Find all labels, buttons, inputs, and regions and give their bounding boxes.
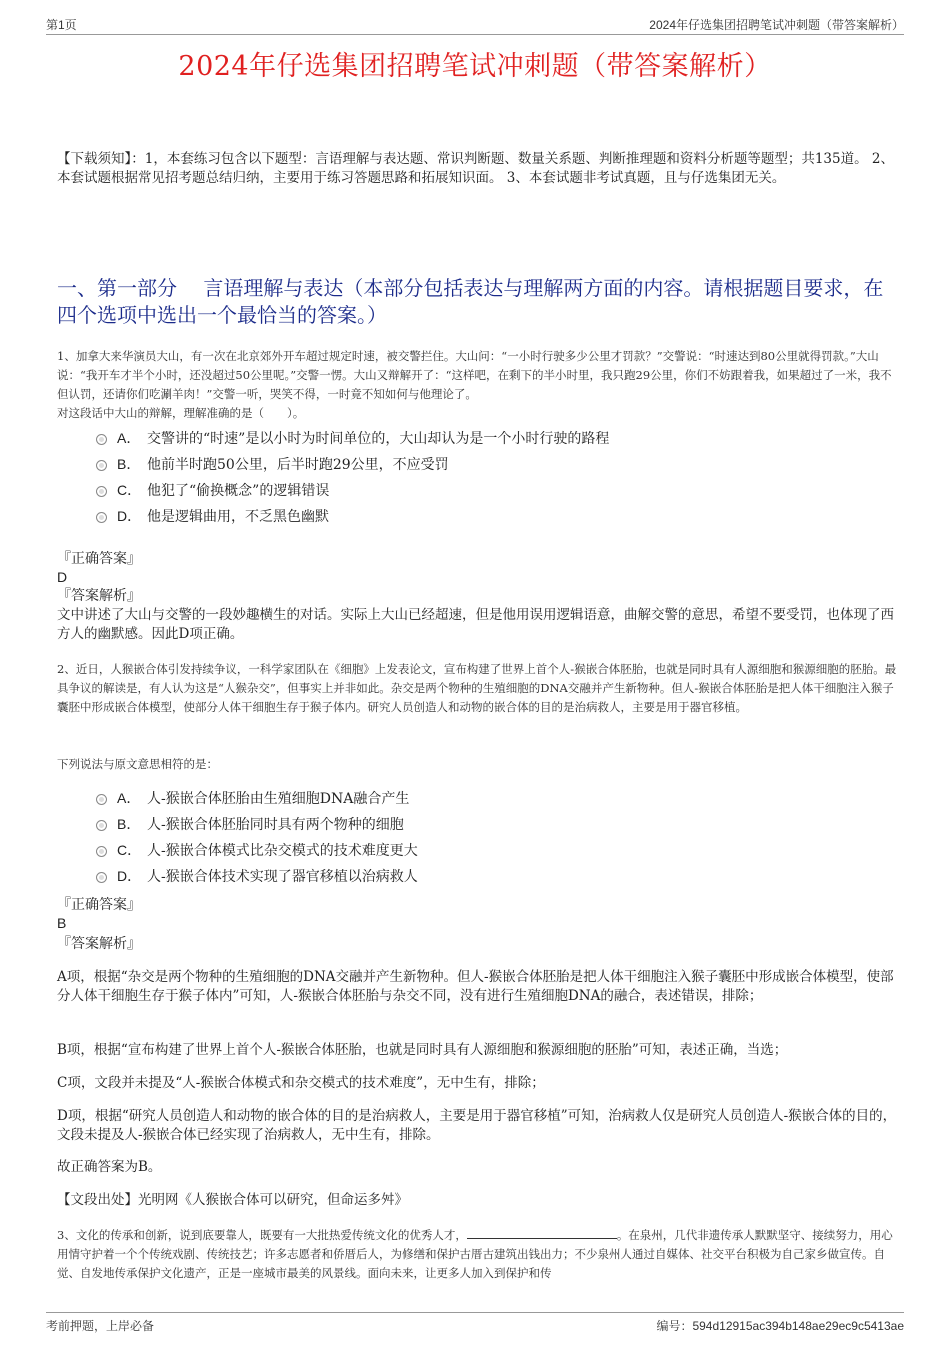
radio-icon[interactable] (96, 872, 107, 883)
q2-option-c[interactable]: C． 人-猴嵌合体模式比杂交模式的技术难度更大 (96, 840, 418, 861)
q2-option-a[interactable]: A． 人-猴嵌合体胚胎由生殖细胞DNA融合产生 (96, 788, 409, 809)
page-footer (46, 1312, 904, 1335)
radio-icon[interactable] (96, 460, 107, 471)
q1-answer: D (57, 569, 68, 585)
q1-option-d[interactable]: D． 他是逻辑曲用，不乏黑色幽默 (96, 506, 329, 527)
q2-analysis-a: A项，根据“杂交是两个物种的生殖细胞的DNA交融并产生新物种。但人-猴嵌合体胚胎是把人体干细胞注入猴子囊胚中形成嵌合体模型，使部分人体干细胞生存于猴子体内”可知，人-猴嵌合体胚胎与杂交不同，没有进行生殖细胞DNA的融合，表述错误，排除； (57, 969, 894, 1004)
radio-icon[interactable] (96, 794, 107, 805)
radio-icon[interactable] (96, 512, 107, 523)
document-title: 2024年仔选集团招聘笔试冲刺题（带答案解析） (178, 51, 772, 82)
q2-option-d[interactable]: D． 人-猴嵌合体技术实现了器官移植以治病救人 (96, 866, 418, 887)
q2-conclusion: 故正确答案为B。 (57, 1159, 162, 1175)
q2-answer: B (57, 915, 67, 931)
radio-icon[interactable] (96, 820, 107, 831)
q2-analysis-label: 『答案解析』 (57, 936, 141, 952)
fill-blank (467, 1226, 617, 1239)
q1-option-a[interactable]: A． 交警讲的“时速”是以小时为时间单位的，大山却认为是一个小时行驶的路程 (96, 428, 609, 449)
q1-analysis-label: 『答案解析』 (57, 588, 141, 604)
q1-correct-label: 『正确答案』 (57, 551, 141, 567)
q1-option-c[interactable]: C． 他犯了“偷换概念”的逻辑错误 (96, 480, 329, 501)
q3-stem: 3、文化的传承和创新，说到底要靠人，既要有一大批热爱传统文化的优秀人才， 。在泉州，几代非遗传承人默默坚守、接续努力，用心用情守护着一个个传统戏剧、传统技艺；许多志愿者和侨厝后人，为修缮和保护古厝古建筑出钱出力；不少泉州人通过自媒体、社交平台积极为自己家乡做宣传。自觉、自发地传承保护文化遗产，正是一座城市最美的风景线。面向未来，让更多人加入到保护和传 (57, 1228, 893, 1280)
radio-icon[interactable] (96, 434, 107, 445)
q1-stem: 1、加拿大来华演员大山，有一次在北京郊外开车超过规定时速，被交警拦住。大山问：“一小时行驶多少公里才罚款？”交警说：“时速达到80公里就得罚款。”大山说：“我开车才半个小时，还没超过50公里呢。”交警一愣。大山又辩解开了：“这样吧，在剩下的半小时里，我只跑29公里，你们不妨跟着我，如果超过了一米，我不但认罚，还请你们吃涮羊肉！”交警一听，哭笑不得，一时竟不知如何与他理论了。 (57, 349, 892, 401)
footer-code: 编号：594d12915ac394b148ae29ec9c5413ae (656, 1319, 904, 1333)
q2-question: 下列说法与原文意思相符的是： (57, 757, 218, 771)
radio-icon[interactable] (96, 486, 107, 497)
q1-question: 对这段话中大山的辩解，理解准确的是（ ）。 (57, 406, 305, 420)
q1-option-b[interactable]: B． 他前半时跑50公里，后半时跑29公里，不应受罚 (96, 454, 449, 475)
q1-analysis: 文中讲述了大山与交警的一段妙趣横生的对话。实际上大山已经超速，但是他用误用逻辑语意，曲解交警的意思，希望不要受罚，也体现了西方人的幽默感。因此D项正确。 (57, 607, 894, 642)
download-notice: 【下载须知】：1，本套练习包含以下题型：言语理解与表达题、常识判断题、数量关系题、判断推理题和资料分析题等题型；共135道。 2、本套试题根据常见招考题总结归纳，主要用于练习答题思路和拓展知识面。 3、本套试题非考试真题，且与仔选集团无关。 (57, 151, 894, 186)
header-doc-title: 2024年仔选集团招聘笔试冲刺题（带答案解析） (649, 18, 904, 32)
q2-stem: 2、近日，人猴嵌合体引发持续争议，一科学家团队在《细胞》上发表论文，宣布构建了世界上首个人-猴嵌合体胚胎，也就是同时具有人源细胞和猴源细胞的胚胎。最具争议的解读是，有人认为这是“人猴杂交”，但事实上并非如此。杂交是两个物种的生殖细胞的DNA交融并产生新物种。但人-猴嵌合体胚胎是把人体干细胞注入猴子囊胚中形成嵌合体模型，使部分人体干细胞生存于猴子体内。研究人员创造人和动物的嵌合体的目的是治病救人，主要是用于器官移植。 (57, 662, 897, 714)
q2-correct-label: 『正确答案』 (57, 897, 141, 913)
q2-source: 【文段出处】光明网《人猴嵌合体可以研究，但命运多舛》 (57, 1192, 408, 1208)
q2-analysis-d: D项，根据“研究人员创造人和动物的嵌合体的目的是治病救人，主要是用于器官移植”可知，治病救人仅是研究人员创造人-猴嵌合体的目的，文段未提及人-猴嵌合体已经实现了治病救人，无中生有，排除。 (57, 1108, 897, 1143)
radio-icon[interactable] (96, 846, 107, 857)
q2-analysis-c: C项，文段并未提及“人-猴嵌合体模式和杂交模式的技术难度”，无中生有，排除； (57, 1075, 545, 1091)
page-header (46, 14, 904, 35)
page-number: 第1页 (46, 18, 77, 32)
q2-option-b[interactable]: B． 人-猴嵌合体胚胎同时具有两个物种的细胞 (96, 814, 404, 835)
section-heading: 一、第一部分 言语理解与表达（本部分包括表达与理解两方面的内容。请根据题目要求，在四个选项中选出一个最恰当的答案。） (57, 276, 884, 327)
q2-analysis-b: B项，根据“宣布构建了世界上首个人-猴嵌合体胚胎，也就是同时具有人源细胞和猴源细胞的胚胎”可知，表述正确，当选； (57, 1042, 788, 1058)
footer-slogan: 考前押题，上岸必备 (46, 1319, 155, 1333)
